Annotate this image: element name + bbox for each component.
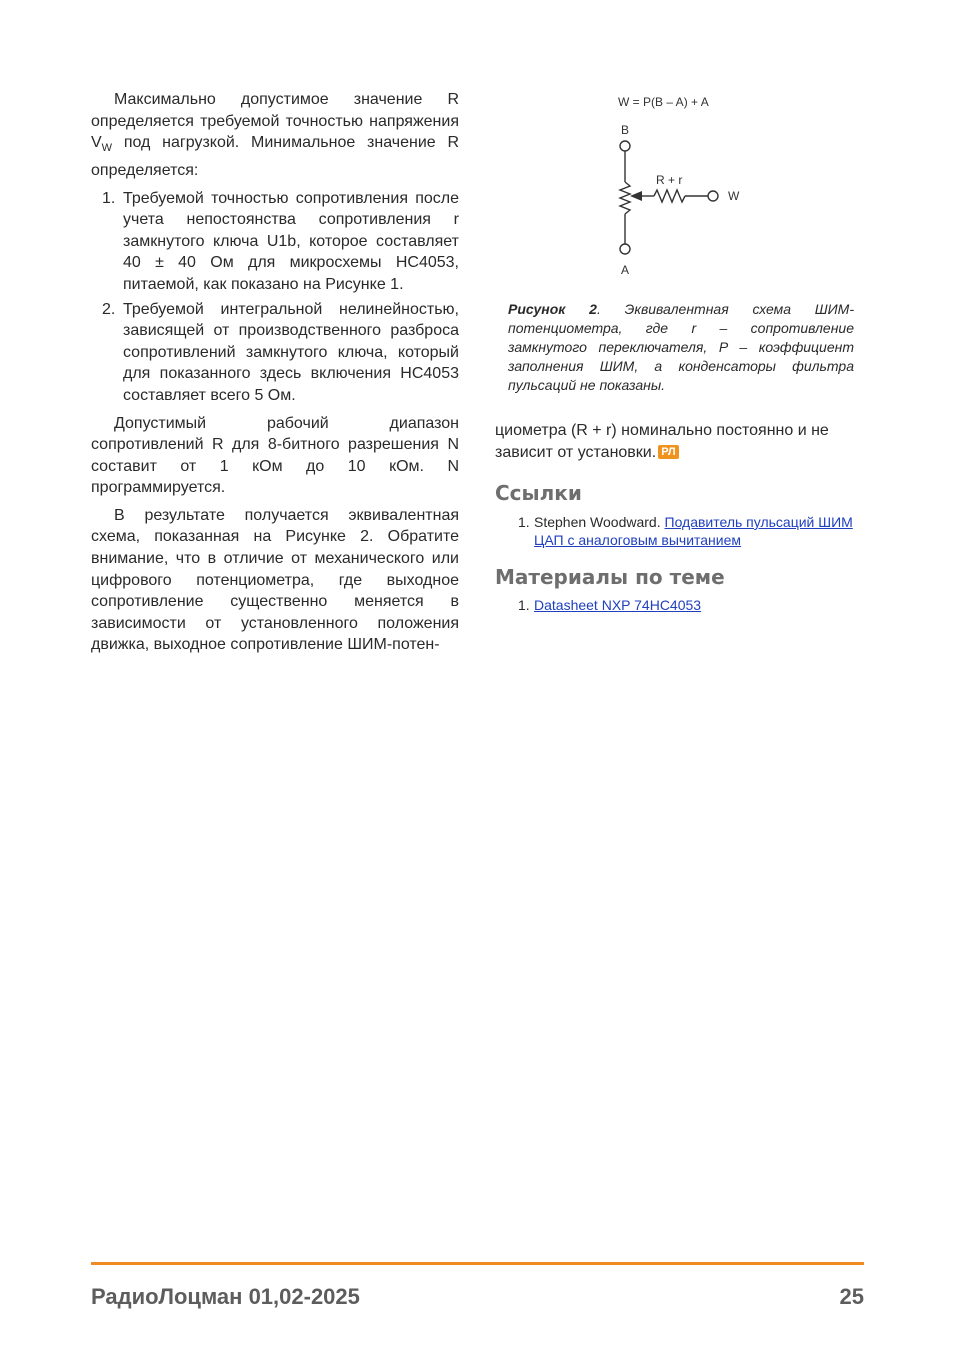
- footer-divider: [91, 1262, 864, 1265]
- equivalent-circuit-diagram: [508, 90, 854, 290]
- list-item-text: Требуемой точностью сопротивления после учета непостоянства сопротивления r замкнутого ключа U1b, которое составляет 40 ± 40 Ом для микросхемы HC4053, питаемой, как показано на Рисунке 1.: [123, 189, 459, 293]
- caption-title: Рисунок 2: [508, 301, 597, 317]
- node-w-label: W: [728, 189, 740, 203]
- footer-magazine-title: РадиоЛоцман 01,02-2025: [91, 1284, 360, 1309]
- datasheet-link[interactable]: Datasheet NXP 74HC4053: [534, 597, 702, 614]
- list-number: 1.: [102, 189, 116, 207]
- paragraph-result: В результате получается эквивалентная схема, показанная на Рисунке 2. Обратите внимание, что в отличие от механического или цифрового потенциометра, где выходное сопротивление существенно меняется в зависимости от установленного положения движка, выходное сопротивление ШИМ-потен-: [91, 506, 459, 654]
- potentiometer-resistor: [620, 182, 630, 214]
- resistor-label: R + r: [656, 173, 683, 187]
- figure-2: [508, 90, 854, 395]
- list-item: [91, 188, 459, 296]
- references-heading: Ссылки: [495, 481, 582, 506]
- reference-link[interactable]: Подавитель пульсаций ШИМ ЦАП с аналоговым вычитанием: [534, 513, 853, 548]
- list-number: 1.: [518, 597, 530, 614]
- wiper-arrow: [630, 191, 642, 201]
- paragraph-continuation: циометра (R + r) номинально постоянно и не зависит от установки. РЛ: [495, 422, 829, 461]
- list-number: 2.: [102, 300, 116, 318]
- requirements-list: [91, 188, 459, 407]
- reference-author: Stephen Woodward.: [534, 513, 665, 530]
- terminal-a: [620, 244, 630, 254]
- paragraph-range: Допустимый рабочий диапазон сопротивлений R для 8-битного разрешения N составит от 1 кОм до 10 кОм. N программируется.: [91, 414, 459, 497]
- node-b-label: B: [621, 123, 630, 137]
- terminal-b: [620, 141, 630, 151]
- materials-list: [495, 596, 865, 614]
- subscript-w: W: [101, 142, 113, 155]
- list-item: [91, 299, 459, 407]
- terminal-w: [708, 191, 718, 201]
- left-column: [91, 89, 459, 662]
- list-item: [495, 596, 865, 614]
- materials-heading: Материалы по теме: [495, 564, 725, 589]
- series-resistor: [654, 190, 685, 202]
- caption-text: . Эквивалентная схема ШИМ-потенциометра, где r – сопротивление замкнутого переключателя, P – коэффициент заполнения ШИМ, а конденсаторы фильтра пульсаций не показаны.: [508, 301, 854, 393]
- paragraph-max-r: Максимально допустимое значение R определяется требуемой точностью напряжения $V_W$ под нагрузкой. Минимальное значение R определяется:: [91, 91, 459, 179]
- page-number: 25: [839, 1284, 864, 1309]
- list-item: [495, 513, 865, 549]
- node-a-label: A: [621, 263, 630, 277]
- rl-end-badge: РЛ: [658, 445, 678, 459]
- figure-caption: [508, 300, 854, 395]
- right-column: [495, 420, 865, 614]
- list-number: 1.: [518, 513, 530, 530]
- formula-label: W = P(B – A) + A: [618, 95, 709, 109]
- list-item-text: Требуемой интегральной нелинейностью, зависящей от производственного разброса сопротивлений замкнутого ключа, который для показанного здесь включения HC4053 составляет всего 5 Ом.: [123, 300, 459, 404]
- references-list: [495, 513, 865, 549]
